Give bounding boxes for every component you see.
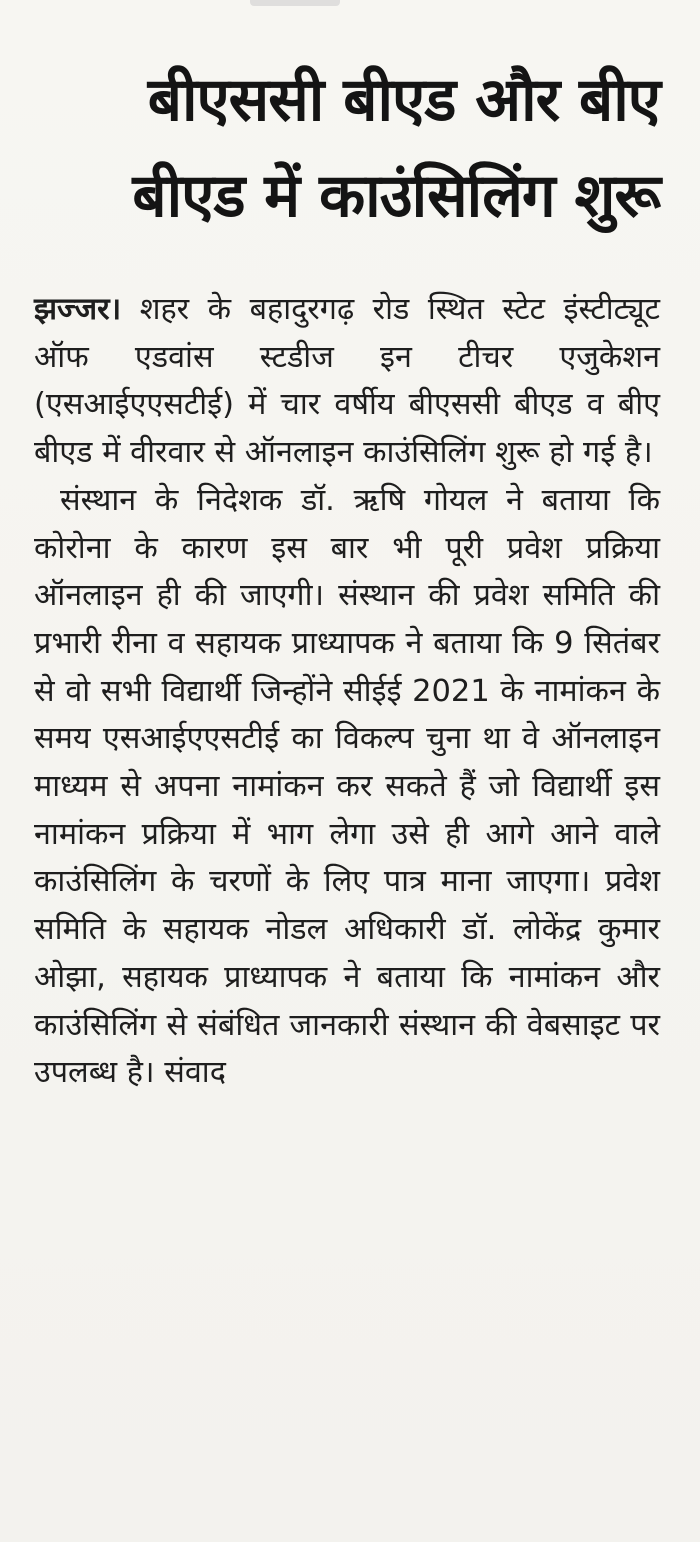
article-paragraph-1 — [34, 286, 660, 477]
paragraph-1-text: शहर के बहादुरगढ़ रोड स्थित स्टेट इंस्टीट्यूट ऑफ एडवांस स्टडीज इन टीचर एजुकेशन (एसआईएएसटीई) में चार वर्षीय बीएससी बीएड व बीए बीएड में वीरवार से ऑनलाइन काउंसिलिंग शुरू हो गई है। — [34, 292, 660, 471]
paragraph-2-text: संस्थान के निदेशक डॉ. ऋषि गोयल ने बताया कि कोरोना के कारण इस बार भी पूरी प्रवेश प्रक्रिया ऑनलाइन ही की जाएगी। संस्थान की प्रवेश समिति की प्रभारी रीना व सहायक प्राध्यापक ने बताया कि 9 सितंबर से वो सभी विद्यार्थी जिन्होंने सीईई 2021 के नामांकन के समय एसआईएएसटीई का विकल्प चुना था वे ऑनलाइन माध्यम से अपना नामांकन कर सकते हैं जो विद्यार्थी इस नामांकन प्रक्रिया में भाग लेगा उसे ही आगे आने वाले काउंसिलिंग के चरणों के लिए पात्र माना जाएगा। प्रवेश समिति के सहायक नोडल अधिकारी डॉ. लोकेंद्र कुमार ओझा, सहायक प्राध्यापक ने बताया कि नामांकन और काउंसिलिंग से संबंधित जानकारी संस्थान की वेबसाइट पर उपलब्ध है। — [34, 482, 660, 1091]
headline-line-2: बीएड में काउंसिलिंग शुरू — [132, 161, 660, 231]
dateline: झज्जर। — [34, 292, 122, 327]
headline-line-1: बीएससी बीएड और बीए — [147, 65, 660, 135]
news-credit: संवाद — [164, 1055, 226, 1091]
article-body — [34, 286, 660, 1097]
article-paragraph-2 — [34, 477, 660, 1097]
headline — [34, 0, 660, 244]
clipping-edge-fragment — [250, 0, 340, 6]
